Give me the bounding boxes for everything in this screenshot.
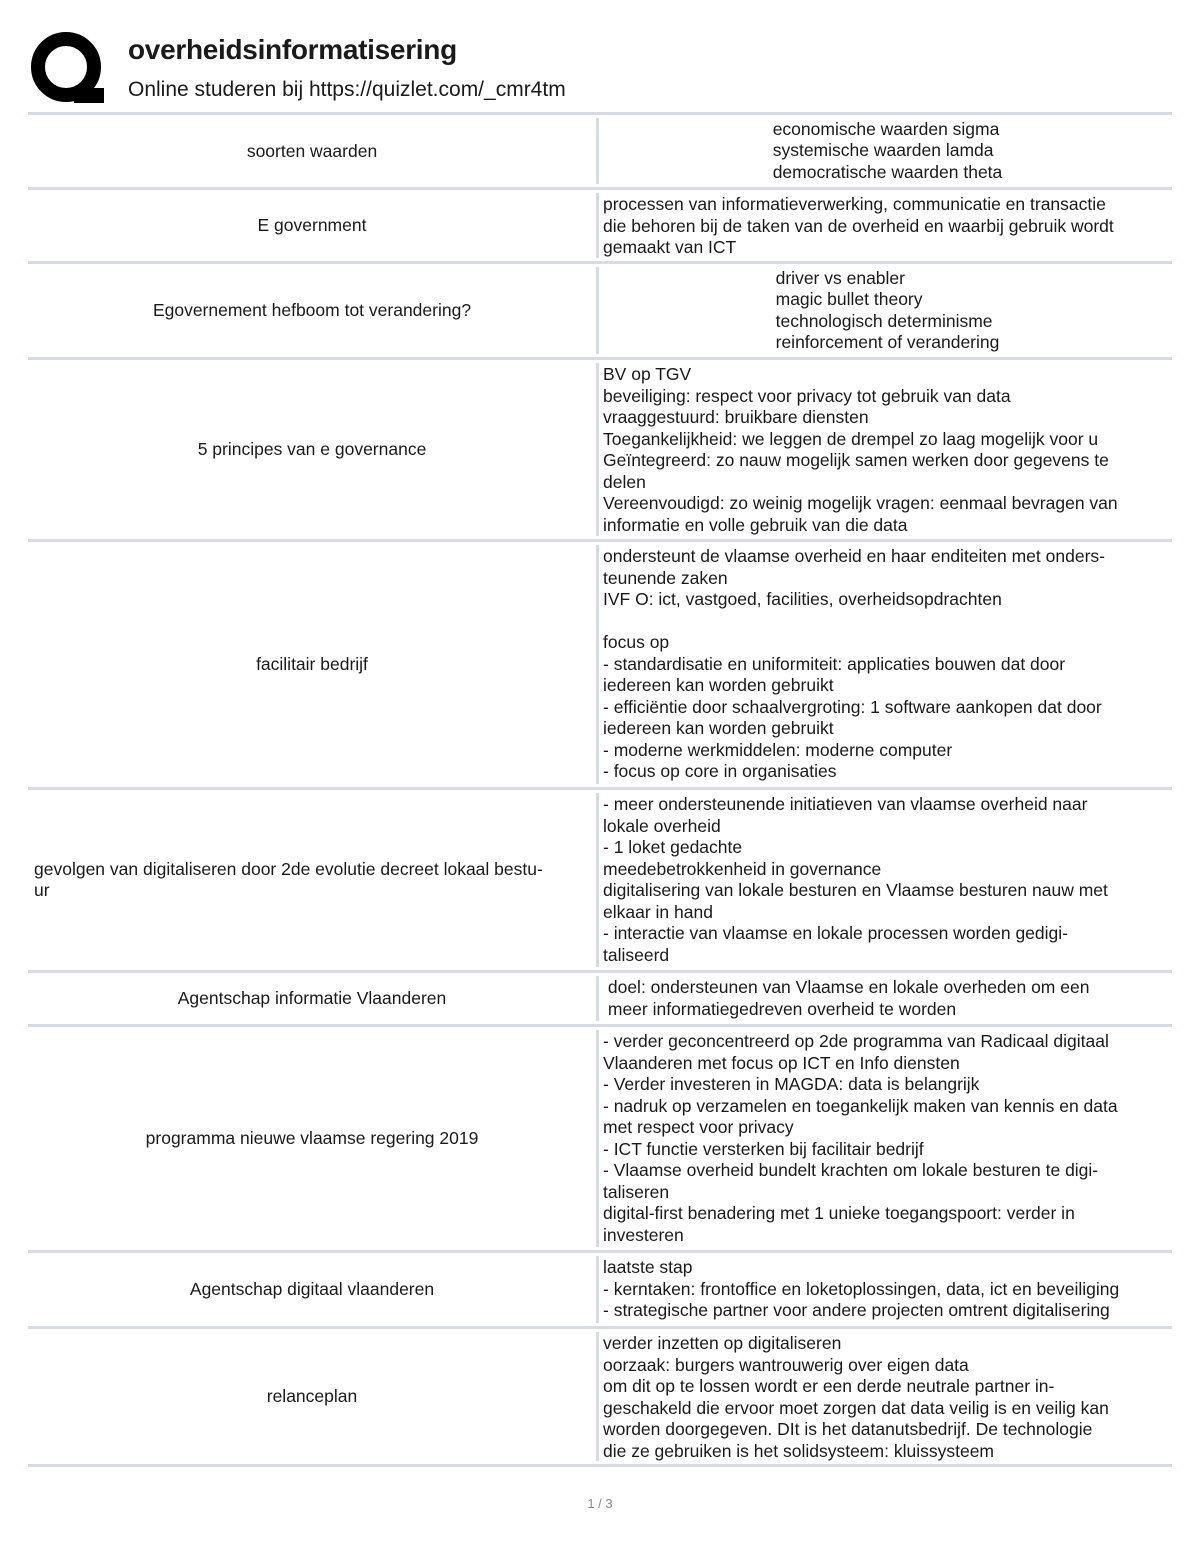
definition-line: - focus op core in organisaties	[603, 761, 837, 781]
definition-line: - kerntaken: frontoffice en loketoplossingen, data, ict en beveiliging	[603, 1278, 1120, 1299]
card-definition	[599, 973, 1172, 1024]
card-definition	[599, 115, 1172, 187]
definition-line: taliseren	[603, 1181, 670, 1202]
definition-line: technologisch determinisme	[775, 310, 993, 331]
card-term	[28, 790, 596, 970]
flashcard-row	[28, 1024, 1172, 1250]
page-header	[30, 28, 1180, 110]
definition-line: ondersteunt de vlaamse overheid en haar enditeiten met onders-	[603, 546, 1105, 566]
definition-line: investeren	[603, 1224, 684, 1245]
definition-line: iedereen kan worden gebruikt	[603, 675, 834, 695]
definition-line: teunende zaken	[603, 567, 728, 588]
definition-line: doel: ondersteunen van Vlaamse en lokale overheden om een	[603, 977, 1090, 997]
definition-line: gemaakt van ICT	[603, 237, 737, 257]
card-definition	[599, 1329, 1172, 1464]
definition-line: magic bullet theory	[775, 289, 923, 309]
definition-line: delen	[603, 471, 646, 492]
flashcard-row	[28, 539, 1172, 787]
card-definition	[599, 1253, 1172, 1326]
card-term: soorten waarden	[246, 140, 378, 161]
quizlet-logo-icon	[30, 30, 106, 106]
definition-line: reinforcement of verandering	[775, 332, 1000, 352]
card-term: Agentschap informatie Vlaanderen	[177, 988, 447, 1008]
definition-line: om dit op te lossen wordt er een derde neutrale partner in-	[603, 1376, 1055, 1396]
definition-line: BV op TGV	[603, 364, 692, 384]
page-number: 1 / 3	[587, 1496, 613, 1511]
definition-line: driver vs enabler	[775, 267, 905, 288]
definition-line: die behoren bij de taken van de overheid en waarbij gebruik wordt	[603, 215, 1114, 236]
definition-line: worden doorgegeven. DIt is het datanutsbedrijf. De technologie	[603, 1419, 1093, 1439]
card-term: facilitair bedrijf	[256, 654, 368, 674]
definition-line: - strategische partner voor andere projecten omtrent digitalisering	[603, 1300, 1110, 1320]
flashcard-row	[28, 357, 1172, 539]
definition-line: taliseerd	[603, 944, 670, 965]
definition-line: meedebetrokkenheid in governance	[603, 858, 882, 879]
card-term: 5 principes van e governance	[197, 439, 427, 459]
definition-line: - efficiëntie door schaalvergroting: 1 software aankopen dat door	[603, 696, 1102, 717]
definition-line: iedereen kan worden gebruikt	[603, 718, 834, 738]
flashcard-row	[28, 112, 1172, 187]
definition-line: economische waarden sigma	[772, 118, 1000, 139]
definition-text	[773, 119, 1003, 184]
flashcard-row	[28, 787, 1172, 970]
flashcard-row	[28, 1250, 1172, 1326]
card-term: relanceplan	[266, 1386, 358, 1406]
definition-line: democratische waarden theta	[772, 161, 1003, 182]
card-definition	[599, 1027, 1172, 1250]
definition-line: vraaggestuurd: bruikbare diensten	[603, 407, 869, 427]
definition-line: - standardisatie en uniformiteit: applicaties bouwen dat door	[603, 653, 1066, 674]
card-definition	[599, 360, 1172, 539]
definition-line: - meer ondersteunende initiatieven van vlaamse overheid naar	[603, 794, 1088, 814]
definition-line: laatste stap	[603, 1257, 693, 1277]
definition-line: Geïntegreerd: zo nauw mogelijk samen werken door gegevens te	[603, 450, 1109, 470]
flashcard-row	[28, 970, 1172, 1024]
definition-text	[776, 268, 1000, 354]
definition-line: digital-first benadering met 1 unieke toegangspoort: verder in	[603, 1203, 1075, 1223]
definition-line: met respect voor privacy	[603, 1117, 794, 1137]
definition-line: elkaar in hand	[603, 901, 713, 922]
study-link: Online studeren bij https://quizlet.com/_cmr4tm	[128, 78, 566, 101]
definition-line: Toegankelijkheid: we leggen de drempel zo laag mogelijk voor u	[603, 428, 1099, 449]
definition-line: - interactie van vlaamse en lokale processen worden gedigi-	[603, 923, 1068, 943]
definition-line: systemische waarden lamda	[772, 140, 994, 161]
definition-line: informatie en volle gebruik van die data	[603, 514, 908, 535]
definition-line: - nadruk op verzamelen en toegankelijk maken van kennis en data	[603, 1095, 1118, 1116]
definition-line: Vlaanderen met focus op ICT en Info diensten	[603, 1052, 960, 1073]
definition-line: - ICT functie versterken bij facilitair bedrijf	[603, 1138, 924, 1159]
definition-line: - Verder investeren in MAGDA: data is belangrijk	[603, 1074, 980, 1094]
flashcard-row	[28, 1326, 1172, 1467]
card-term: Egovernement hefboom tot verandering?	[152, 300, 472, 320]
definition-line: geschakeld die ervoor moet zorgen dat data veilig is en veilig kan	[603, 1397, 1109, 1418]
page-title: overheidsinformatisering	[128, 34, 457, 65]
definition-line: - verder geconcentreerd op 2de programma van Radicaal digitaal	[603, 1031, 1109, 1051]
flashcard-list	[28, 112, 1172, 1467]
card-definition	[599, 542, 1172, 787]
definition-line	[603, 611, 1172, 633]
card-definition	[599, 190, 1172, 261]
term-text: gevolgen van digitaliseren door 2de evolutie decreet lokaal bestu- ur	[34, 859, 543, 900]
flashcard-row	[28, 261, 1172, 357]
card-definition	[599, 264, 1172, 357]
card-term: E government	[257, 215, 367, 235]
definition-line: oorzaak: burgers wantrouwerig over eigen data	[603, 1354, 969, 1375]
definition-line: digitalisering van lokale besturen en Vlaamse besturen nauw met	[603, 880, 1108, 900]
definition-line: processen van informatieverwerking, communicatie en transactie	[603, 194, 1106, 214]
definition-line: IVF O: ict, vastgoed, facilities, overheidsopdrachten	[603, 589, 1002, 609]
definition-line: - 1 loket gedachte	[603, 837, 743, 857]
card-term: Agentschap digitaal vlaanderen	[189, 1279, 435, 1299]
definition-line: meer informatiegedreven overheid te worden	[603, 998, 957, 1019]
definition-line: focus op	[603, 632, 670, 652]
flashcard-row	[28, 187, 1172, 261]
definition-line: Vereenvoudigd: zo weinig mogelijk vragen: eenmaal bevragen van	[603, 493, 1118, 513]
definition-line: lokale overheid	[603, 815, 721, 836]
definition-line: - Vlaamse overheid bundelt krachten om lokale besturen te digi-	[603, 1160, 1099, 1180]
definition-line: verder inzetten op digitaliseren	[603, 1333, 842, 1353]
card-definition	[599, 790, 1172, 970]
definition-line: die ze gebruiken is het solidsysteem: kluissysteem	[603, 1440, 995, 1461]
definition-line: beveiliging: respect voor privacy tot gebruik van data	[603, 385, 1011, 406]
definition-line: - moderne werkmiddelen: moderne computer	[603, 739, 953, 760]
card-term: programma nieuwe vlaamse regering 2019	[145, 1128, 479, 1148]
